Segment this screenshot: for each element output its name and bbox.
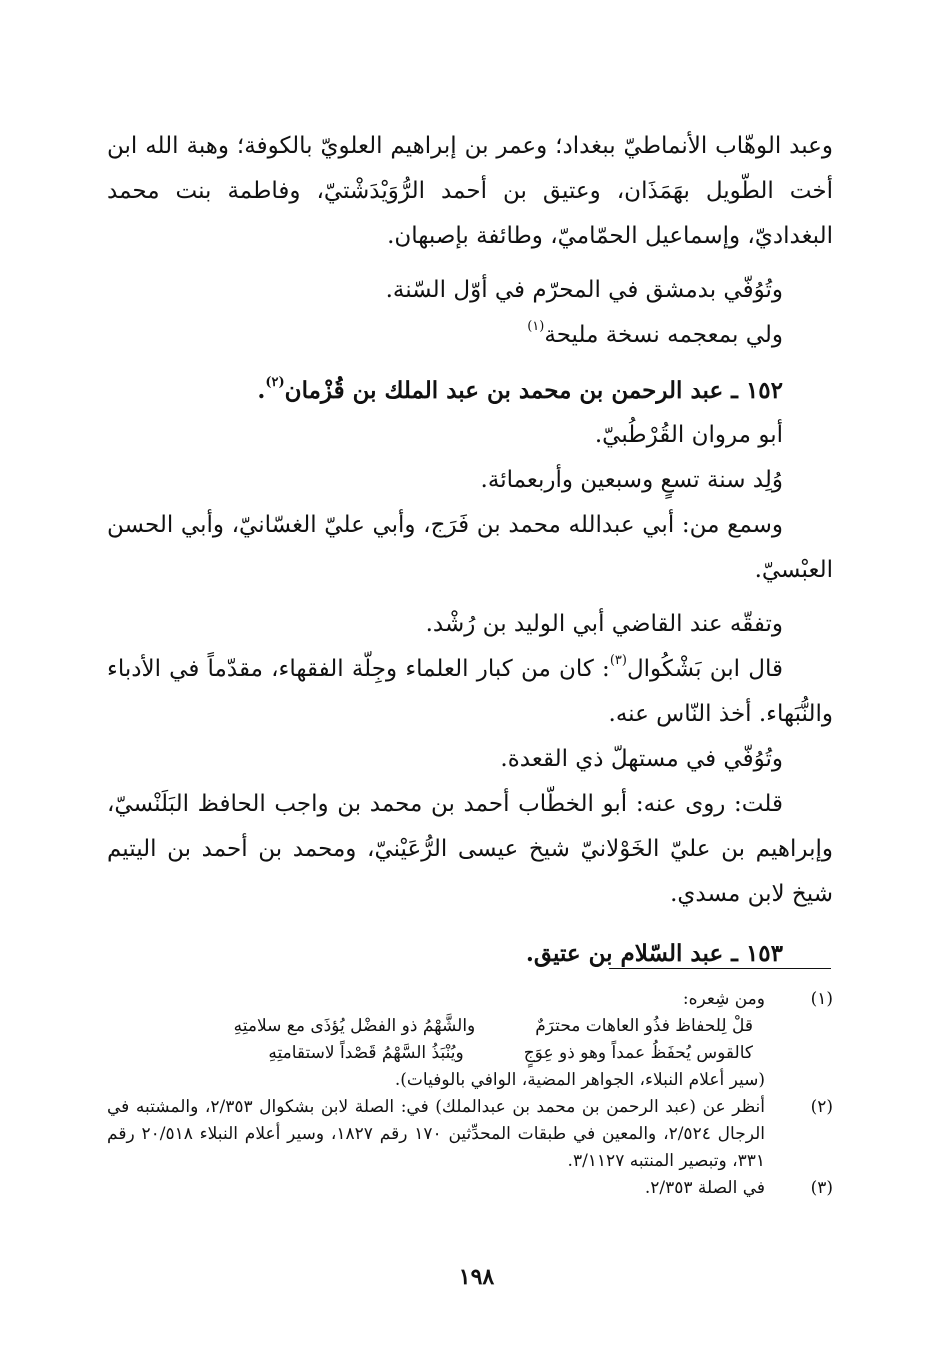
entry-title-153: ١٥٣ ـ عبد السّلام بن عتيق. — [525, 940, 783, 967]
footnote-ref-2[interactable]: (٢) — [265, 375, 285, 390]
paragraph-ibn-bashkuwal — [107, 647, 833, 737]
paragraph-teachers: وعبد الوهّاب الأنماطيّ ببغداد؛ وعمر بن إبراهيم العلويّ بالكوفة؛ وهبة الله ابن أخت الطّويل بهَمَذَان، وعتيق بن أحمد الرُّوَيْدَشْتيّ، وفاطمة بنت محمد البغداديّ، وإسماعيل الحمّاميّ، وطائفة بإصبهان. — [107, 133, 833, 249]
verse-1-first-hemistich: قلْ لِلحفاظ فذُو العاهات محترَمٌ — [535, 1016, 753, 1036]
footnote-1-verse-1 — [107, 1013, 765, 1040]
paragraph-heard-from: وسمع من: أبي عبدالله محمد بن فَرَج، وأبي عليّ الغسّانيّ، وأبي الحسن العبْسيّ. — [107, 512, 833, 583]
verse-1-second-hemistich: والشَّهْمُ ذو الفضْل يُؤذَى مع سلامتِهِ — [233, 1016, 476, 1036]
footnote-3 — [107, 1175, 833, 1202]
paragraph-fiqh: وتفقّه عند القاضي أبي الوليد بن رُشْد. — [425, 611, 783, 637]
muajam-note-text: ولي بمعجمه نسخة مليحة — [544, 322, 783, 348]
ibn-bashkuwal-text-b: : كان من كبار العلماء وجِلّة الفقهاء، مقدّماً في الأدباء والنُّبَهاء. أخذ النّاس عنه. — [107, 656, 833, 727]
entry-title-152-text: ١٥٢ ـ عبد الرحمن بن محمد بن عبد الملك بن قُزْمان — [284, 377, 783, 404]
entry-title-152-end: . — [257, 377, 266, 404]
footnote-divider — [609, 968, 831, 969]
footnote-1-intro: ومن شِعره: — [682, 989, 765, 1009]
paragraph-birth: وُلِد سنة تسعٍ وسبعين وأربعمائة. — [480, 467, 783, 493]
footnote-1-sources: (سير أعلام النبلاء، الجواهر المضية، الوافي بالوفيات). — [394, 1070, 765, 1090]
footnote-1-number: (١) — [810, 989, 833, 1009]
footnotes — [107, 986, 833, 1202]
footnote-3-number: (٣) — [810, 1178, 833, 1198]
entry-title-152 — [107, 368, 833, 413]
verse-2-second-hemistich: ويُنْبَذُ السَّهْمُ قَصْداً لاستقامتِهِ — [268, 1043, 464, 1063]
footnote-2-text: أنظر عن (عبد الرحمن بن محمد بن عبدالملك) في: الصلة لابن بشكوال ٢/٣٥٣، والمشتبه في الرجال ٢/٥٢٤، والمعين في طبقات المحدِّثين ١٧٠ رقم ١٨٢٧، وسير أعلام النبلاء ٢٠/٥١٨ رقم ٣٣١، وتبصير المنتبه ٣/١١٢٧. — [107, 1097, 765, 1171]
paragraph-muajam-note — [107, 313, 833, 358]
footnote-1 — [107, 986, 833, 1094]
footnote-1-verse-2 — [107, 1040, 765, 1067]
paragraph-kunya: أبو مروان القُرْطُبيّ. — [594, 422, 783, 448]
paragraph-narrators: قلت: روى عنه: أبو الخطّاب أحمد بن محمد بن واجب الحافظ البَلَنْسيّ، وإبراهيم بن عليّ الخَوْلانيّ شيخ عيسى الرُّعَيْنيّ، ومحمد بن أحمد بن اليتيم شيخ لابن مسدي. — [107, 791, 833, 907]
page-number: ١٩٨ — [458, 1264, 495, 1290]
footnote-ref-1[interactable]: (١) — [527, 319, 545, 334]
verse-2-first-hemistich: كالقوس يُحفَظُ عمداً وهو ذو عِوَجٍ — [523, 1043, 753, 1063]
paragraph-death-qaada: وتُوُفّي في مستهلّ ذي القعدة. — [500, 746, 783, 772]
footnote-ref-3[interactable]: (٣) — [609, 653, 627, 668]
ibn-bashkuwal-text-a: قال ابن بَشْكُوال — [626, 656, 783, 682]
paragraph-death-damascus: وتُوُفّي بدمشق في المحرّم في أوّل السّنة. — [385, 277, 783, 303]
footnote-2 — [107, 1094, 833, 1175]
footnote-3-text: في الصلة ٢/٣٥٣. — [644, 1178, 765, 1198]
main-text — [107, 124, 833, 976]
footnote-2-number: (٢) — [810, 1097, 833, 1117]
